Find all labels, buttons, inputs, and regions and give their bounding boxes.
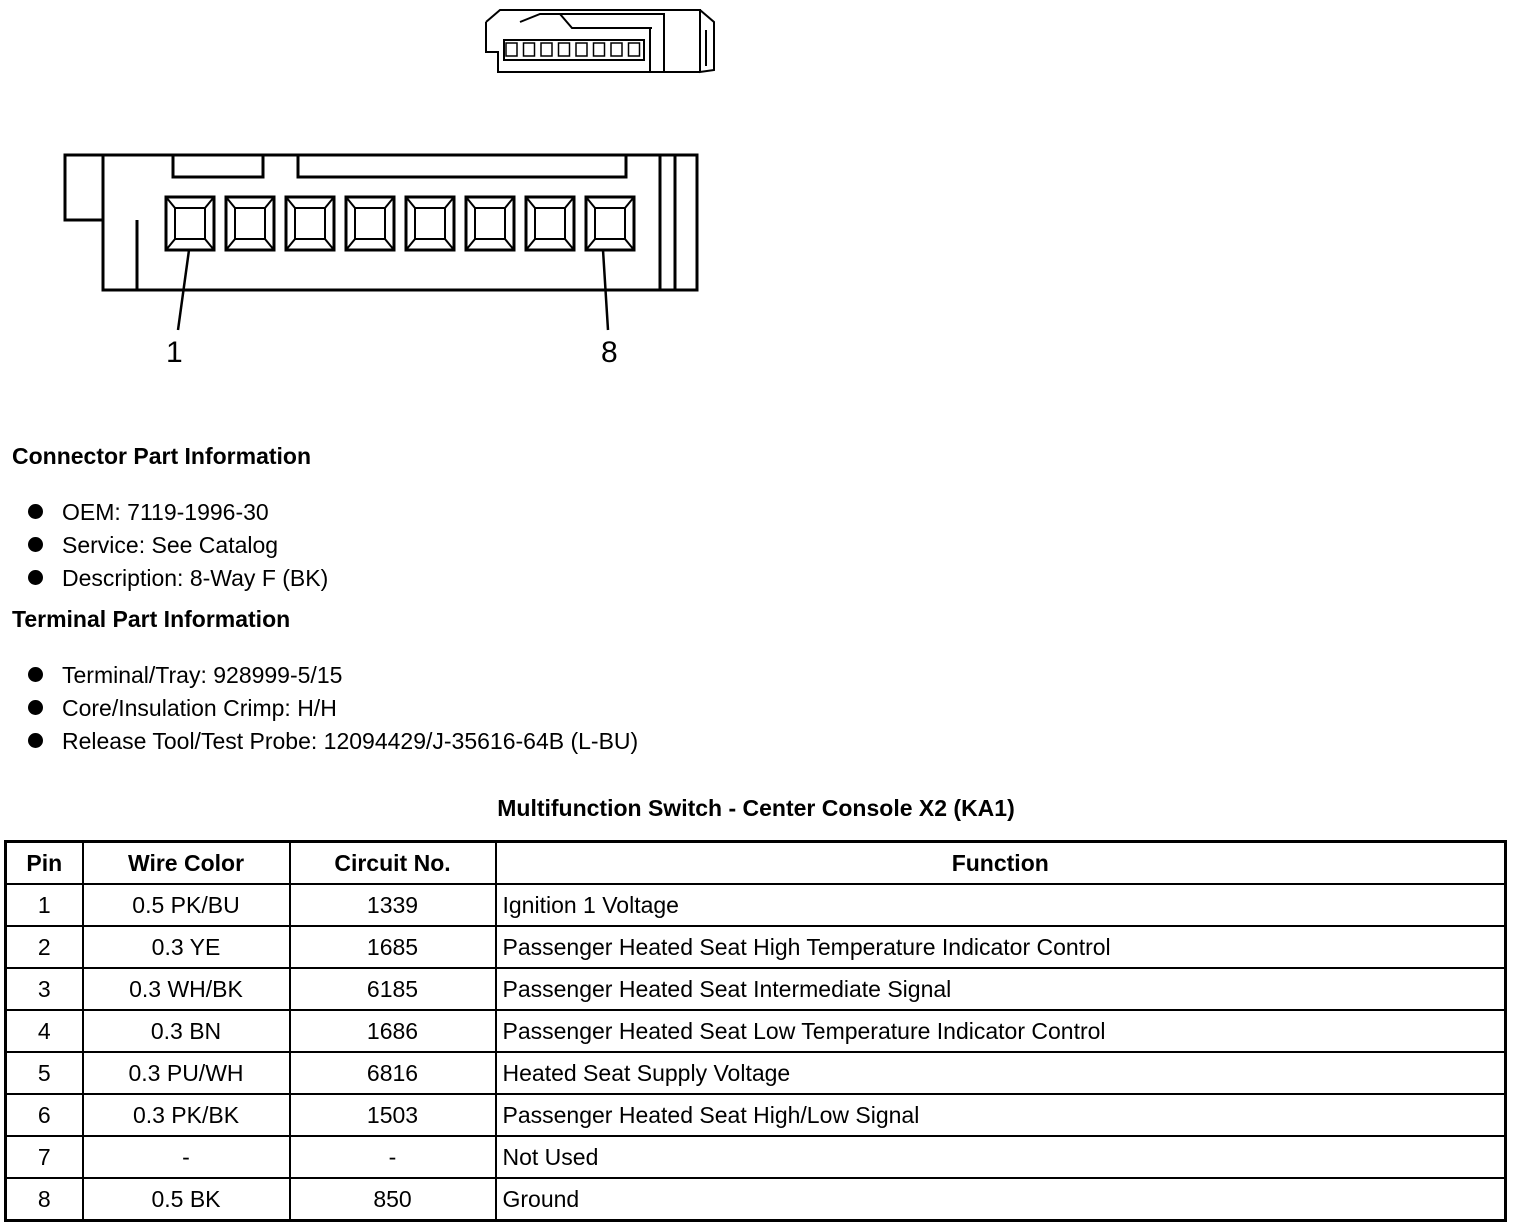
pin-cell: 6 xyxy=(6,1094,83,1136)
mini-cavity-7 xyxy=(611,43,622,56)
wire-color-cell: 0.3 PK/BK xyxy=(83,1094,290,1136)
pin-table xyxy=(4,840,1507,1222)
circuit-no-cell: 850 xyxy=(290,1178,496,1221)
table-row xyxy=(6,1136,1506,1178)
table-row xyxy=(6,1178,1506,1221)
wire-color-cell: 0.3 BN xyxy=(83,1010,290,1052)
connector-part-info-heading: Connector Part Information xyxy=(12,443,312,469)
mini-cavity-4 xyxy=(559,43,570,56)
header-pin: Pin xyxy=(6,842,83,885)
table-row xyxy=(6,1094,1506,1136)
release-tool-text: Release Tool/Test Probe: 12094429/J-35616-64B (L-BU) xyxy=(62,728,639,754)
function-cell: Not Used xyxy=(496,1136,1506,1178)
table-row xyxy=(6,1052,1506,1094)
function-cell: Passenger Heated Seat Intermediate Signal xyxy=(496,968,1506,1010)
circuit-no-cell: - xyxy=(290,1136,496,1178)
cavity-2 xyxy=(226,197,274,250)
pin-table-title: Multifunction Switch - Center Console X2 (KA1) xyxy=(497,795,1015,821)
connector-front-view xyxy=(65,155,697,330)
circuit-no-cell: 6816 xyxy=(290,1052,496,1094)
cavity-4 xyxy=(346,197,394,250)
cavity-1 xyxy=(166,197,214,250)
bullet-icon xyxy=(28,733,43,748)
function-cell: Heated Seat Supply Voltage xyxy=(496,1052,1506,1094)
function-cell: Passenger Heated Seat High Temperature Indicator Control xyxy=(496,926,1506,968)
description-text: Description: 8-Way F (BK) xyxy=(62,565,329,591)
list-item xyxy=(28,529,328,562)
circuit-no-cell: 1685 xyxy=(290,926,496,968)
table-header-row xyxy=(6,842,1506,885)
mini-cavity-5 xyxy=(576,43,587,56)
pin-cell: 8 xyxy=(6,1178,83,1221)
cavity-8 xyxy=(586,197,634,250)
pin-cell: 1 xyxy=(6,884,83,926)
terminal-part-info-heading: Terminal Part Information xyxy=(12,606,291,632)
pin-cell: 2 xyxy=(6,926,83,968)
header-wire-color: Wire Color xyxy=(83,842,290,885)
cavity-7 xyxy=(526,197,574,250)
circuit-no-cell: 6185 xyxy=(290,968,496,1010)
connector-diagram xyxy=(0,0,1520,400)
header-function: Function xyxy=(496,842,1506,885)
list-item xyxy=(28,692,638,725)
terminal-part-info-list xyxy=(28,659,638,758)
oem-text: OEM: 7119-1996-30 xyxy=(62,499,269,525)
header-circuit-no: Circuit No. xyxy=(290,842,496,885)
service-text: Service: See Catalog xyxy=(62,532,279,558)
list-item xyxy=(28,659,638,692)
bullet-icon xyxy=(28,667,43,682)
cavity-5 xyxy=(406,197,454,250)
bullet-icon xyxy=(28,504,43,519)
list-item xyxy=(28,562,328,595)
function-cell: Passenger Heated Seat Low Temperature Indicator Control xyxy=(496,1010,1506,1052)
mini-cavity-6 xyxy=(594,43,605,56)
circuit-no-cell: 1339 xyxy=(290,884,496,926)
wire-color-cell: 0.5 BK xyxy=(83,1178,290,1221)
function-cell: Ground xyxy=(496,1178,1506,1221)
connector-part-info-list xyxy=(28,496,328,595)
pin-cell: 7 xyxy=(6,1136,83,1178)
pin-1-label: 1 xyxy=(166,336,183,369)
mini-cavity-8 xyxy=(629,43,640,56)
cavity-3 xyxy=(286,197,334,250)
mini-cavity-3 xyxy=(541,43,552,56)
terminal-tray-text: Terminal/Tray: 928999-5/15 xyxy=(62,662,343,688)
pin-cell: 5 xyxy=(6,1052,83,1094)
crimp-text: Core/Insulation Crimp: H/H xyxy=(62,695,337,721)
wire-color-cell: 0.3 WH/BK xyxy=(83,968,290,1010)
bullet-icon xyxy=(28,537,43,552)
function-cell: Ignition 1 Voltage xyxy=(496,884,1506,926)
table-row xyxy=(6,926,1506,968)
list-item xyxy=(28,496,328,529)
bullet-icon xyxy=(28,700,43,715)
wire-color-cell: 0.5 PK/BU xyxy=(83,884,290,926)
wire-color-cell: 0.3 YE xyxy=(83,926,290,968)
pin-cell: 3 xyxy=(6,968,83,1010)
connector-isometric-view xyxy=(486,10,714,72)
pin-8-label: 8 xyxy=(601,336,618,369)
list-item xyxy=(28,725,638,758)
circuit-no-cell: 1686 xyxy=(290,1010,496,1052)
table-row xyxy=(6,968,1506,1010)
cavity-6 xyxy=(466,197,514,250)
mini-cavity-1 xyxy=(506,43,517,56)
mini-cavity-2 xyxy=(524,43,535,56)
bullet-icon xyxy=(28,570,43,585)
wire-color-cell: - xyxy=(83,1136,290,1178)
wire-color-cell: 0.3 PU/WH xyxy=(83,1052,290,1094)
pin-cell: 4 xyxy=(6,1010,83,1052)
function-cell: Passenger Heated Seat High/Low Signal xyxy=(496,1094,1506,1136)
table-row xyxy=(6,1010,1506,1052)
pin-table-body xyxy=(6,884,1506,1221)
table-row xyxy=(6,884,1506,926)
circuit-no-cell: 1503 xyxy=(290,1094,496,1136)
